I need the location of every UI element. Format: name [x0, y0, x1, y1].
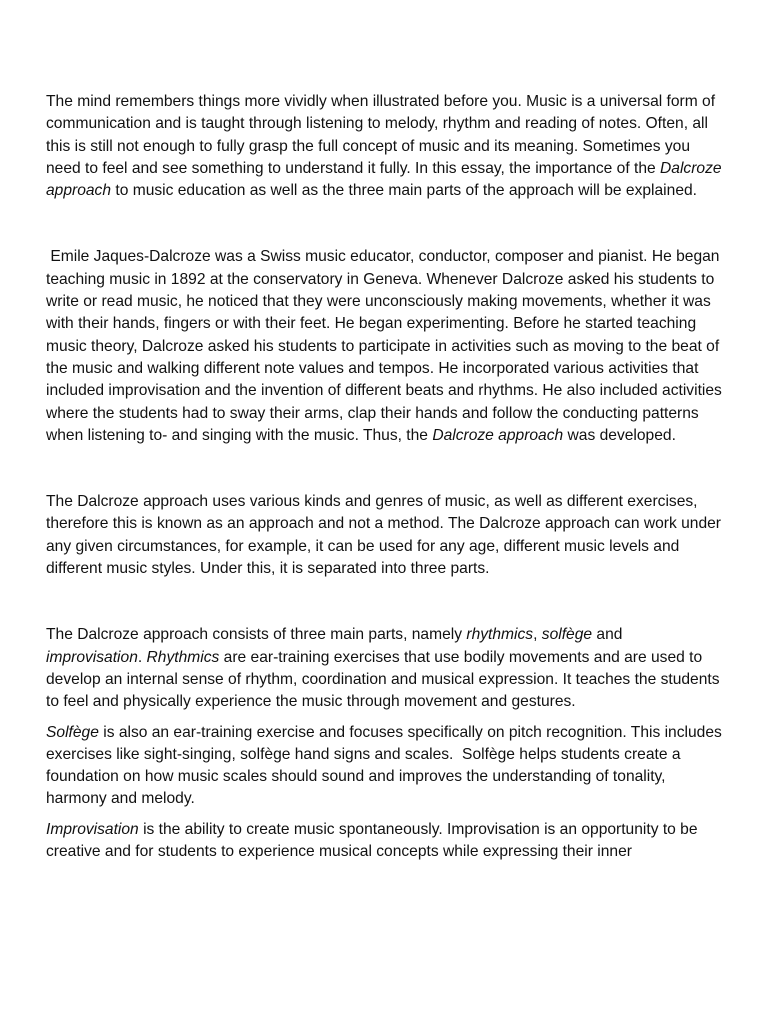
italic-term: solfège — [541, 626, 593, 644]
text-run: The mind remembers things more vividly when illustrated before you. Music is a universal form of communication and is taught through listening to melody, rhythm and reading of notes. Often, all this is still not enough to fully grasp the full concept of music and its meaning. Sometimes you need to feel and see something to understand it fully. In this essay, the importance of the — [46, 93, 720, 177]
text-run: are ear-training exercises that use bodily movements and are used to develop an internal sense of rhythm, coordination and musical expression. It teaches the students to feel and physically experience the music through movement and gestures. — [46, 648, 724, 711]
italic-term: Improvisation — [46, 820, 139, 838]
text-run: was developed. — [563, 426, 676, 444]
text-run: The Dalcroze approach consists of three main parts, namely — [46, 626, 467, 644]
text-run: . — [137, 648, 147, 666]
text-run: and — [592, 626, 627, 644]
italic-term: improvisation — [46, 648, 138, 666]
text-run: , — [533, 626, 542, 644]
italic-term: Rhythmics — [146, 648, 220, 666]
paragraph-approach — [46, 491, 726, 580]
italic-term: Dalcroze approach — [46, 159, 722, 200]
paragraph-improvisation — [46, 819, 722, 864]
document-body — [46, 91, 727, 863]
paragraph-solfege — [46, 722, 727, 811]
paragraph-three-parts — [46, 624, 722, 713]
text-run: Emile Jaques-Dalcroze was a Swiss music educator, conductor, composer and pianist. He began teaching music in 1892 at the conservatory in Geneva. Whenever Dalcroze asked his students to write or read music, he noticed that they were unconsciously making movements, whether it was with their hands, fingers or with their feet. He began experimenting. Before he started teaching music theory, Dalcroze asked his students to participate in activities such as moving to the beat of the music and walking different note values and tempos. He incorporated various activities that included improvisation and the invention of different beats and rhythms. He also included activities where the students had to sway their arms, clap their hands and follow the conducting patterns when listening to- and singing with the music. Thus, the — [46, 248, 727, 444]
paragraph-intro — [46, 91, 722, 202]
paragraph-history — [46, 246, 727, 447]
italic-term: rhythmics — [466, 626, 534, 644]
italic-term: Solfège — [46, 723, 99, 741]
text-run: is the ability to create music spontaneously. Improvisation is an opportunity to be creative and for students to experience musical concepts while expressing their inner — [46, 820, 702, 861]
text-run: to music education as well as the three main parts of the approach will be explained. — [111, 182, 697, 200]
text-run: is also an ear-training exercise and focuses specifically on pitch recognition. This includes exercises like sight-singing, solfège hand signs and scales. Solfège helps students create a foundation on how music scales should sound and improves the understanding of tonality, harmony and melody. — [46, 723, 727, 808]
italic-term: Dalcroze approach — [432, 426, 564, 444]
text-run: The Dalcroze approach uses various kinds and genres of music, as well as different exercises, therefore this is known as an approach and not a method. The Dalcroze approach can work under any given circumstances, for example, it can be used for any age, different music levels and different music styles. Under this, it is separated into three parts. — [46, 493, 726, 578]
